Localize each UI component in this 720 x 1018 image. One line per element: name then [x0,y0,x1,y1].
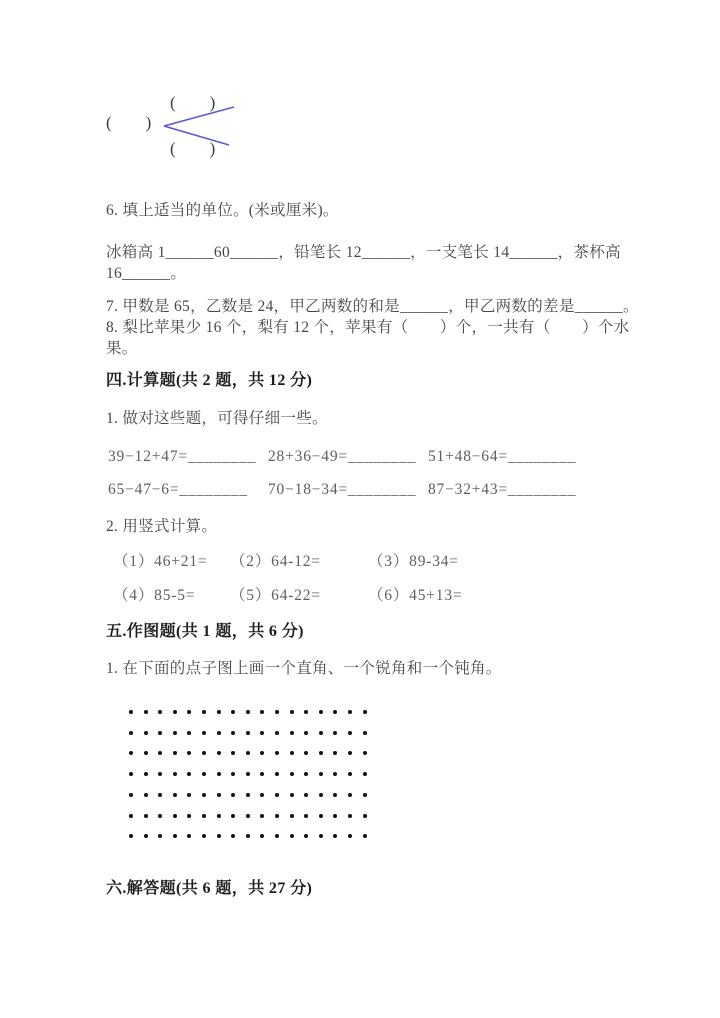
grid-dot [202,793,206,797]
vertical-problem: （4）85-5= [113,587,196,604]
section-5-heading: 五.作图题(共 1 题，共 6 分) [106,623,304,640]
grid-dot [187,731,191,735]
vertical-problem: （1）46+21= [113,553,208,570]
grid-dot [129,751,133,755]
grid-dot [260,834,264,838]
angle-label-left: ( ) [106,113,152,132]
dot-grid [129,710,369,840]
grid-dot [333,814,337,818]
grid-dot [144,772,148,776]
grid-dot [217,814,221,818]
question-8-text-line-1: 8. 梨比苹果少 16 个，梨有 12 个，苹果有（ ）个，一共有（ ）个水 [106,319,630,336]
grid-dot [202,710,206,714]
grid-dot [275,814,279,818]
grid-dot [202,834,206,838]
grid-dot [304,751,308,755]
grid-dot [231,731,235,735]
grid-dot [144,731,148,735]
grid-dot [231,793,235,797]
grid-dot [260,731,264,735]
grid-dot [246,793,250,797]
grid-dot [187,710,191,714]
oral-problem: 28+36−49=________ [268,448,417,465]
grid-dot [275,751,279,755]
grid-dot [333,731,337,735]
grid-dot [173,834,177,838]
grid-dot [231,772,235,776]
grid-dot [290,834,294,838]
angle-label-top: ( ) [170,93,216,112]
grid-dot [348,751,352,755]
oral-problem: 39−12+47=________ [108,448,257,465]
grid-dot [231,751,235,755]
grid-dot [144,834,148,838]
grid-dot [319,793,323,797]
grid-dot [319,834,323,838]
grid-dot [173,772,177,776]
section-4-heading: 四.计算题(共 2 题，共 12 分) [106,372,313,389]
grid-dot [246,710,250,714]
grid-dot [158,834,162,838]
vertical-problem: （3）89-34= [368,553,459,570]
grid-dot [217,793,221,797]
section-4-item-1-label: 1. 做对这些题，可得仔细一些。 [106,410,328,427]
grid-dot [202,814,206,818]
grid-dot [304,793,308,797]
grid-dot [144,793,148,797]
grid-dot [275,731,279,735]
grid-dot [231,710,235,714]
vertical-problem: （5）64-22= [230,587,321,604]
oral-problem: 65−47−6=________ [108,481,248,498]
grid-dot [363,834,367,838]
grid-dot [158,772,162,776]
grid-dot [217,751,221,755]
question-6-prompt: 6. 填上适当的单位。(米或厘米)。 [106,202,339,219]
section-5-item-1-label: 1. 在下面的点子图上画一个直角、一个锐角和一个钝角。 [106,660,502,677]
grid-dot [333,751,337,755]
grid-dot [290,751,294,755]
grid-dot [333,793,337,797]
question-6-fill-line-1: 冰箱高 1______60______，铅笔长 12______，一支笔长 14______，茶杯高 [106,244,621,261]
grid-dot [144,710,148,714]
grid-dot [246,772,250,776]
oral-problem: 51+48−64=________ [428,448,577,465]
grid-dot [187,834,191,838]
grid-dot [202,731,206,735]
question-6-fill-line-2: 16______。 [106,265,187,282]
grid-dot [173,793,177,797]
grid-dot [304,731,308,735]
grid-dot [144,814,148,818]
grid-dot [304,710,308,714]
grid-dot [246,751,250,755]
grid-dot [275,772,279,776]
grid-dot [158,710,162,714]
question-7-text: 7. 甲数是 65，乙数是 24，甲乙两数的和是______，甲乙两数的差是______。 [106,298,639,315]
grid-dot [260,793,264,797]
grid-dot [275,834,279,838]
grid-dot [319,772,323,776]
grid-dot [319,814,323,818]
grid-dot [304,814,308,818]
angle-diagram [100,88,250,168]
grid-dot [173,731,177,735]
grid-dot [173,814,177,818]
grid-dot [363,751,367,755]
grid-dot [129,710,133,714]
grid-dot [348,710,352,714]
grid-dot [260,751,264,755]
grid-dot [275,793,279,797]
grid-dot [187,814,191,818]
section-6-heading: 六.解答题(共 6 题，共 27 分) [106,880,313,897]
grid-dot [158,751,162,755]
grid-dot [290,793,294,797]
grid-dot [246,814,250,818]
grid-dot [290,731,294,735]
grid-dot [363,814,367,818]
grid-dot [187,793,191,797]
grid-dot [363,731,367,735]
grid-dot [319,731,323,735]
grid-dot [129,814,133,818]
grid-dot [333,834,337,838]
grid-dot [363,710,367,714]
grid-dot [363,772,367,776]
grid-dot [290,814,294,818]
grid-dot [173,751,177,755]
grid-dot [319,751,323,755]
grid-dot [187,772,191,776]
grid-dot [129,793,133,797]
grid-dot [348,772,352,776]
grid-dot [217,834,221,838]
grid-dot [260,710,264,714]
grid-dot [290,772,294,776]
grid-dot [348,731,352,735]
oral-problem: 87−32+43=________ [428,481,577,498]
grid-dot [348,834,352,838]
question-8-text-line-2: 果。 [106,340,138,357]
vertical-problem: （2）64-12= [230,553,321,570]
grid-dot [158,793,162,797]
grid-dot [187,751,191,755]
grid-dot [260,772,264,776]
grid-dot [173,710,177,714]
grid-dot [158,731,162,735]
grid-dot [246,731,250,735]
grid-dot [202,751,206,755]
grid-dot [129,731,133,735]
angle-label-bottom: ( ) [170,139,216,158]
grid-dot [363,793,367,797]
grid-dot [333,772,337,776]
grid-dot [158,814,162,818]
grid-dot [333,710,337,714]
grid-dot [304,772,308,776]
grid-dot [290,710,294,714]
grid-dot [217,710,221,714]
vertical-problem: （6）45+13= [368,587,463,604]
grid-dot [246,834,250,838]
grid-dot [129,834,133,838]
oral-problem: 70−18−34=________ [268,481,417,498]
grid-dot [202,772,206,776]
grid-dot [348,814,352,818]
grid-dot [275,710,279,714]
grid-dot [144,751,148,755]
grid-dot [348,793,352,797]
grid-dot [304,834,308,838]
grid-dot [260,814,264,818]
grid-dot [217,772,221,776]
grid-dot [231,814,235,818]
grid-dot [129,772,133,776]
section-4-item-2-label: 2. 用竖式计算。 [106,518,218,535]
grid-dot [231,834,235,838]
grid-dot [217,731,221,735]
grid-dot [319,710,323,714]
